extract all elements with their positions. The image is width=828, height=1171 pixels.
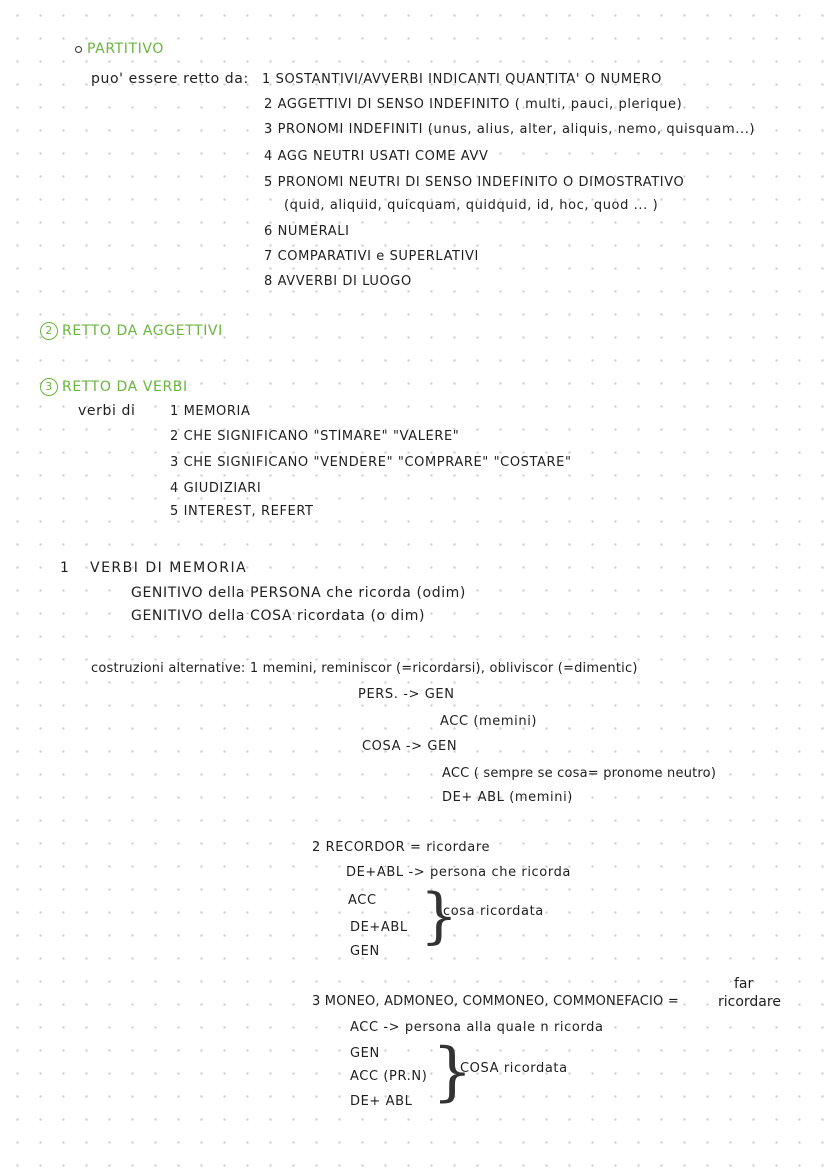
- bullet: [75, 46, 82, 53]
- c3-list-de-abl: DE+ ABL: [350, 1094, 413, 1109]
- section-2-number: 2: [40, 322, 58, 340]
- c1-cosa: COSA -> GEN: [362, 739, 458, 754]
- c3-brace: }: [432, 1035, 473, 1109]
- section-3-item-1: 1 MEMORIA: [170, 404, 251, 419]
- c2-list-de-abl: DE+ABL: [350, 920, 408, 935]
- partitivo-item-2: 2 AGGETTIVI DI SENSO INDEFINITO ( multi, pauci, plerique): [264, 97, 683, 112]
- c3-list-acc-prn: ACC (PR.N): [350, 1069, 428, 1084]
- partitivo-item-7: 7 COMPARATIVI e SUPERLATIVI: [264, 249, 479, 264]
- c2-brace: }: [420, 881, 459, 951]
- c1-cosa-acc: ACC ( sempre se cosa= pronome neutro): [442, 766, 717, 781]
- c1-pers: PERS. -> GEN: [358, 687, 455, 702]
- partitivo-item-5: 5 PRONOMI NEUTRI DI SENSO INDEFINITO O DIMOSTRATIVO: [264, 175, 685, 190]
- c2-label: cosa ricordata: [443, 904, 544, 919]
- section-3-title: RETTO DA VERBI: [62, 379, 188, 395]
- c2-de-abl: DE+ABL -> persona che ricorda: [346, 865, 571, 880]
- partitivo-title: PARTITIVO: [87, 41, 164, 57]
- c2-title: 2 RECORDOR = ricordare: [312, 840, 491, 855]
- c1-cosa-de: DE+ ABL (memini): [442, 790, 573, 805]
- partitivo-item-4: 4 AGG NEUTRI USATI COME AVV: [264, 149, 489, 164]
- memoria-number: 1: [60, 560, 70, 576]
- partitivo-intro: puo' essere retto da:: [91, 71, 249, 87]
- c1-pers-acc: ACC (memini): [440, 714, 538, 729]
- partitivo-item-3: 3 PRONOMI INDEFINITI (unus, alius, alter, aliquis, nemo, quisquam...): [264, 122, 756, 137]
- memoria-line-1: GENITIVO della PERSONA che ricorda (odim): [131, 585, 466, 601]
- section-3-item-3: 3 CHE SIGNIFICANO "VENDERE" "COMPRARE" "COSTARE": [170, 455, 572, 470]
- section-2-heading: [40, 322, 223, 340]
- c3-label: COSA ricordata: [460, 1061, 568, 1076]
- section-3-number: 3: [40, 378, 58, 396]
- section-3-intro: verbi di: [78, 403, 136, 419]
- partitivo-item-6: 6 NUMERALI: [264, 224, 350, 239]
- c2-list-gen: GEN: [350, 944, 380, 959]
- c3-title: 3 MONEO, ADMONEO, COMMONEO, COMMONEFACIO =: [312, 994, 679, 1009]
- section-3-heading: [40, 378, 188, 396]
- c3-acc: ACC -> persona alla quale n ricorda: [350, 1020, 604, 1035]
- section-3-item-5: 5 INTEREST, REFERT: [170, 504, 314, 519]
- c3-list-gen: GEN: [350, 1046, 380, 1061]
- section-3-item-2: 2 CHE SIGNIFICANO "STIMARE" "VALERE": [170, 429, 460, 444]
- partitivo-item-1: 1 SOSTANTIVI/AVVERBI INDICANTI QUANTITA' O NUMERO: [262, 72, 662, 87]
- section-2-title: RETTO DA AGGETTIVI: [62, 323, 223, 339]
- costruzioni-intro: costruzioni alternative: 1 memini, reminiscor (=ricordarsi), obliviscor (=dimentic): [91, 661, 638, 676]
- c3-eq-bottom: ricordare: [718, 994, 781, 1010]
- partitivo-item-8: 8 AVVERBI DI LUOGO: [264, 274, 412, 289]
- c2-list-acc: ACC: [348, 893, 377, 908]
- c3-eq-top: far: [734, 976, 754, 992]
- section-3-item-4: 4 GIUDIZIARI: [170, 481, 262, 496]
- partitivo-item-5-examples: (quid, aliquid, quicquam, quidquid, id, hoc, quod ... ): [284, 198, 659, 213]
- memoria-title: VERBI DI MEMORIA: [90, 560, 248, 576]
- memoria-line-2: GENITIVO della COSA ricordata (o dim): [131, 608, 426, 624]
